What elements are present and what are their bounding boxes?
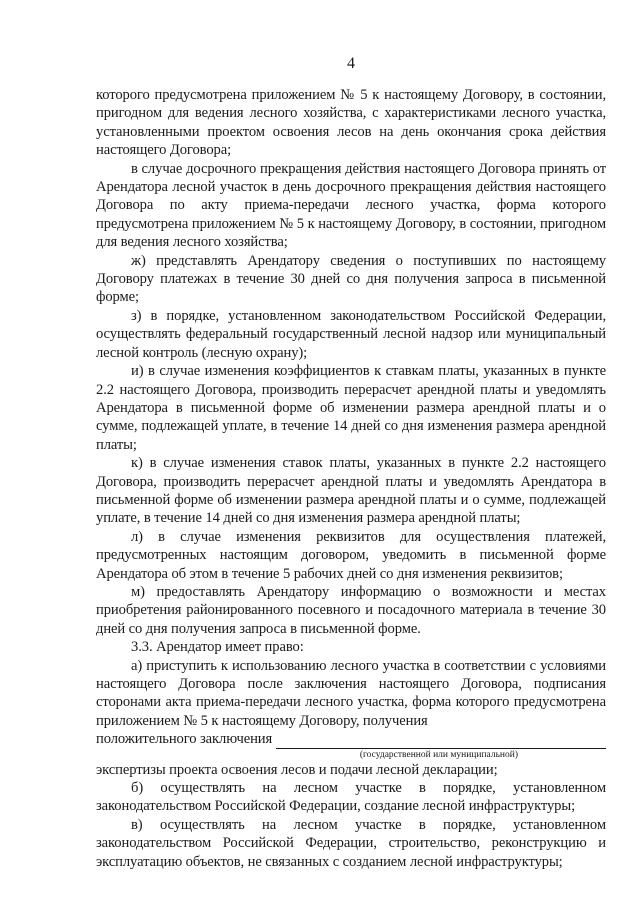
paragraph-return-condition: которого предусмотрена приложением № 5 к настоящему Договору, в состоянии, пригодном для ведения лесного хозяйства, с характеристиками лесного участка, установленными проектом освоения лесов на день окончания срока действия настоящего Договора;	[96, 87, 606, 159]
fill-in-blank-line	[276, 734, 606, 749]
paragraph-item-b: б) осуществлять на лесном участке в порядке, установленном законодательством Российской Федерации, создание лесной инфраструктуры;	[96, 780, 606, 815]
paragraph-item-m: м) предоставлять Арендатору информацию о возможности и местах приобретения районированного посевного и посадочного материала в течение 30 дней со дня получения запроса в письменной форме.	[96, 583, 606, 637]
paragraph-early-termination: в случае досрочного прекращения действия настоящего Договора принять от Арендатора лесной участок в день досрочного прекращения действия настоящего Договора по акту приема-передачи лесного участка, форма которого предусмотрена приложением № 5 к настоящему Договору, в состоянии, пригодном для ведения лесного хозяйства;	[96, 160, 606, 251]
conclusion-label: положительного заключения	[96, 731, 273, 748]
paragraph-item-zh: ж) представлять Арендатору сведения о поступивших по настоящему Договору платежах в течение 30 дней со дня получения запроса в письменной форме;	[96, 252, 606, 306]
page-number: 4	[347, 55, 355, 72]
blank-caption: (государственной или муниципальной)	[359, 749, 518, 760]
paragraph-item-v: в) осуществлять на лесном участке в порядке, установленном законодательством Российской Федерации, строительство, реконструкцию и эксплуатацию объектов, не связанных с созданием лесной инфраструктуры;	[96, 816, 606, 870]
paragraph-item-a: а) приступить к использованию лесного участка в соответствии с условиями настоящего Договора после заключения настоящего Договора, подписания сторонами акта приема-передачи лесного участка, форма которого предусмотрена приложением № 5 к настоящему Договору, получения	[96, 657, 606, 729]
paragraph-item-i: и) в случае изменения коэффициентов к ставкам платы, указанных в пункте 2.2 настоящего Договора, производить перерасчет арендной платы и уведомлять Арендатора в письменной форме об изменении размера арендной платы и о сумме, подлежащей уплате, в течение 14 дней со дня изменения размера арендной платы;	[96, 363, 606, 453]
paragraph-item-a-continued: экспертизы проекта освоения лесов и подачи лесной декларации;	[96, 761, 498, 778]
paragraph-item-l: л) в случае изменения реквизитов для осуществления платежей, предусмотренных настоящим договором, уведомить в письменной форме Арендатора об этом в течение 5 рабочих дней со дня изменения реквизитов;	[96, 528, 606, 582]
conclusion-line	[96, 730, 606, 748]
paragraph-item-k: к) в случае изменения ставок платы, указанных в пункте 2.2 настоящего Договора, производить перерасчет арендной платы и уведомлять Арендатора в письменной форме об изменении размера арендной платы и о сумме, подлежащей уплате, в течение 14 дней со дня изменения размера арендной платы;	[96, 455, 606, 527]
section-heading-3-3: 3.3. Арендатор имеет право:	[131, 639, 304, 656]
paragraph-item-z: з) в порядке, установленном законодательством Российской Федерации, осуществлять федеральный государственный лесной надзор или муниципальный лесной контроль (лесную охрану);	[96, 307, 606, 361]
